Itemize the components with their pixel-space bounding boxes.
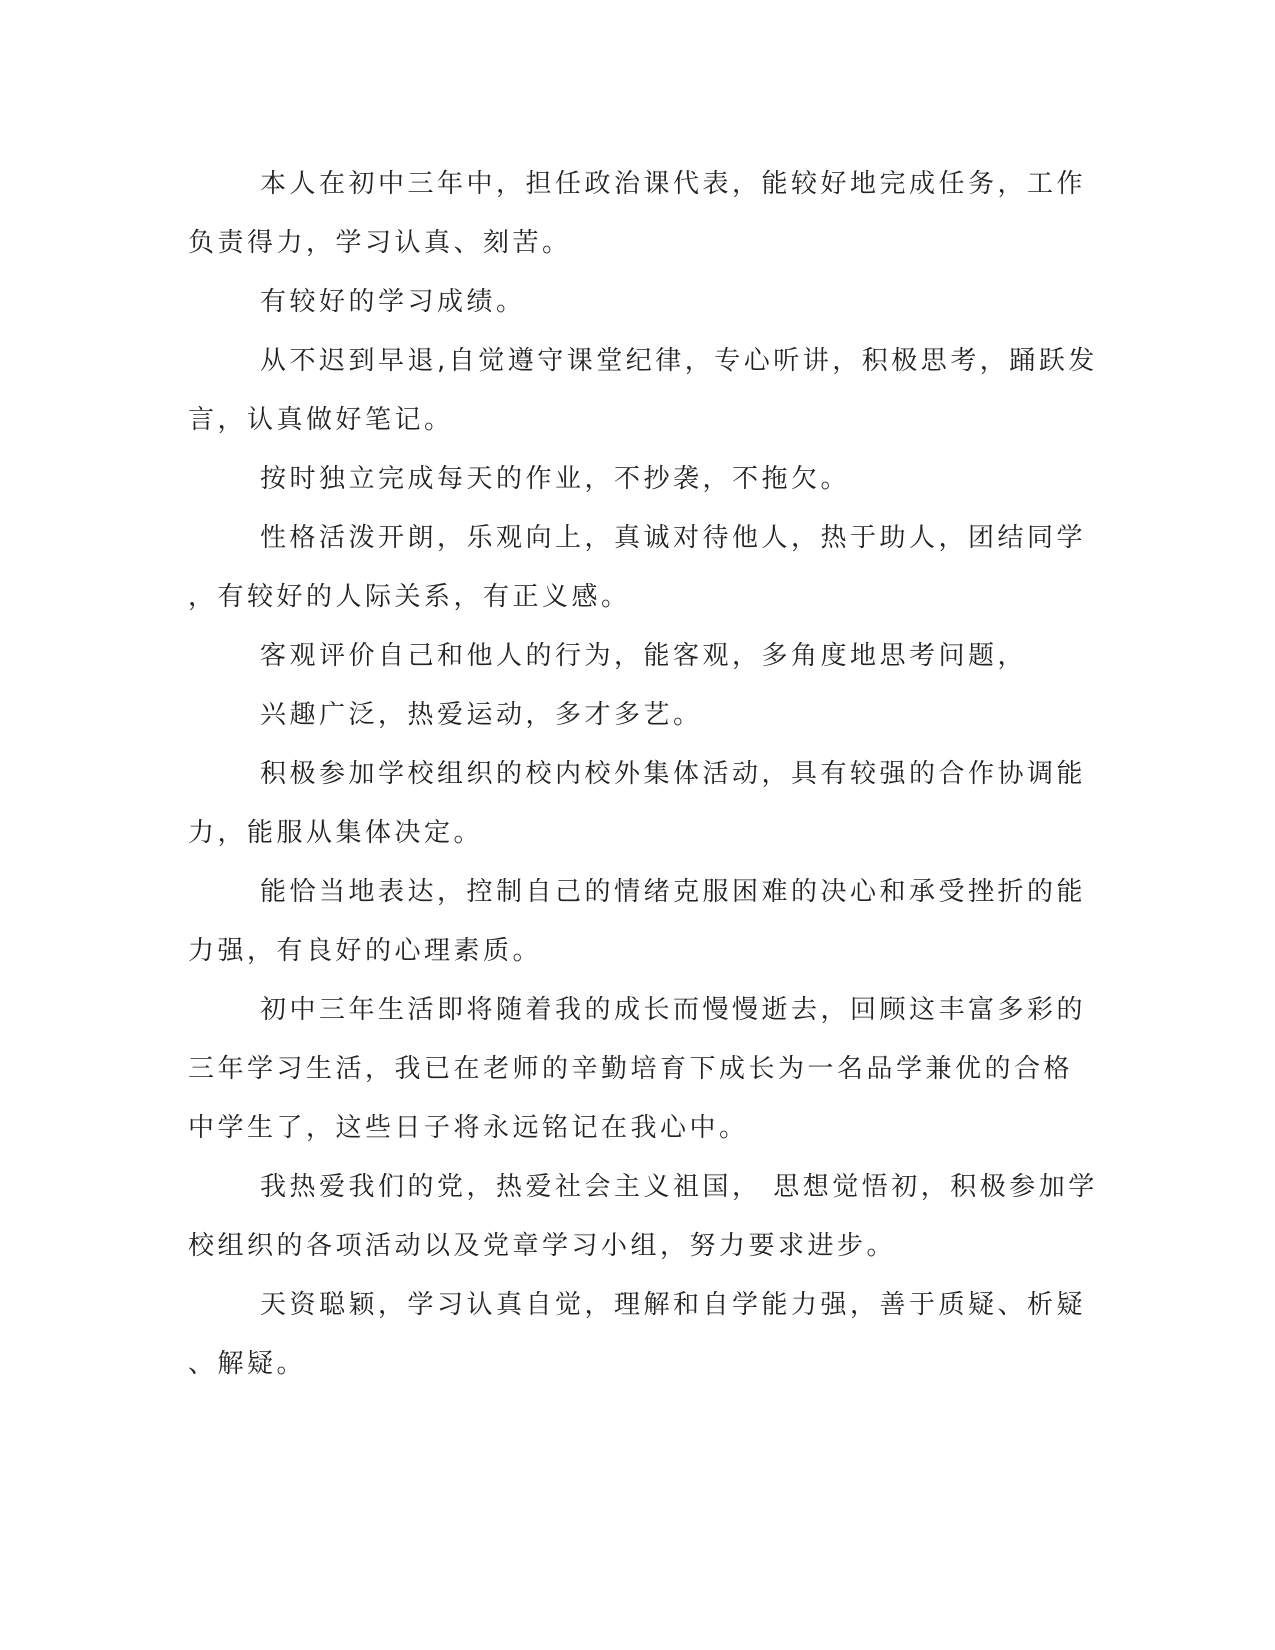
paragraph-line: 能恰当地表达，控制自己的情绪克服困难的决心和承受挫折的能	[260, 877, 1087, 907]
paragraph-line: 天资聪颖，学习认真自觉，理解和自学能力强，善于质疑、析疑	[260, 1290, 1087, 1320]
paragraph-line: ，有较好的人际关系，有正义感。	[188, 582, 631, 612]
paragraph-line: 言，认真做好笔记。	[188, 405, 454, 435]
paragraph	[188, 450, 1088, 509]
paragraph-line: 力强，有良好的心理素质。	[188, 936, 543, 966]
paragraph	[188, 981, 1088, 1158]
paragraph-line: 本人在初中三年中，担任政治课代表，能较好地完成任务，工作	[260, 169, 1087, 199]
paragraph-line: 负责得力，学习认真、刻苦。	[188, 228, 572, 258]
paragraph-line: 有较好的学习成绩。	[260, 287, 526, 317]
paragraph	[188, 1276, 1088, 1394]
paragraph	[188, 332, 1098, 450]
document-body	[188, 155, 1098, 1394]
paragraph-line: 兴趣广泛，热爱运动，多才多艺。	[260, 700, 703, 730]
paragraph	[188, 155, 1088, 273]
paragraph-line: 积极参加学校组织的校内校外集体活动，具有较强的合作协调能	[260, 759, 1087, 789]
paragraph-line: 三年学习生活，我已在老师的辛勤培育下成长为一名品学兼优的合格	[188, 1054, 1074, 1084]
paragraph	[188, 745, 1088, 863]
paragraph	[188, 627, 1088, 686]
paragraph-line: 从不迟到早退,自觉遵守课堂纪律，专心听讲，积极思考，踊跃发	[260, 346, 1098, 376]
paragraph-line: 按时独立完成每天的作业，不抄袭，不拖欠。	[260, 464, 851, 494]
paragraph-line: 性格活泼开朗，乐观向上，真诚对待他人，热于助人，团结同学	[260, 523, 1087, 553]
paragraph	[188, 273, 1088, 332]
paragraph-line: 中学生了，这些日子将永远铭记在我心中。	[188, 1113, 749, 1143]
paragraph	[188, 863, 1088, 981]
paragraph	[188, 686, 1088, 745]
paragraph-line: 客观评价自己和他人的行为，能客观，多角度地思考问题，	[260, 641, 1028, 671]
paragraph-line: 我热爱我们的党，热爱社会主义祖国， 思想觉悟初，积极参加学	[260, 1172, 1098, 1202]
paragraph-line: 初中三年生活即将随着我的成长而慢慢逝去，回顾这丰富多彩的	[260, 995, 1087, 1025]
paragraph	[188, 509, 1088, 627]
paragraph-line: 力，能服从集体决定。	[188, 818, 484, 848]
paragraph-line: 、解疑。	[188, 1349, 307, 1379]
paragraph-line: 校组织的各项活动以及党章学习小组，努力要求进步。	[188, 1231, 897, 1261]
paragraph	[188, 1158, 1098, 1276]
